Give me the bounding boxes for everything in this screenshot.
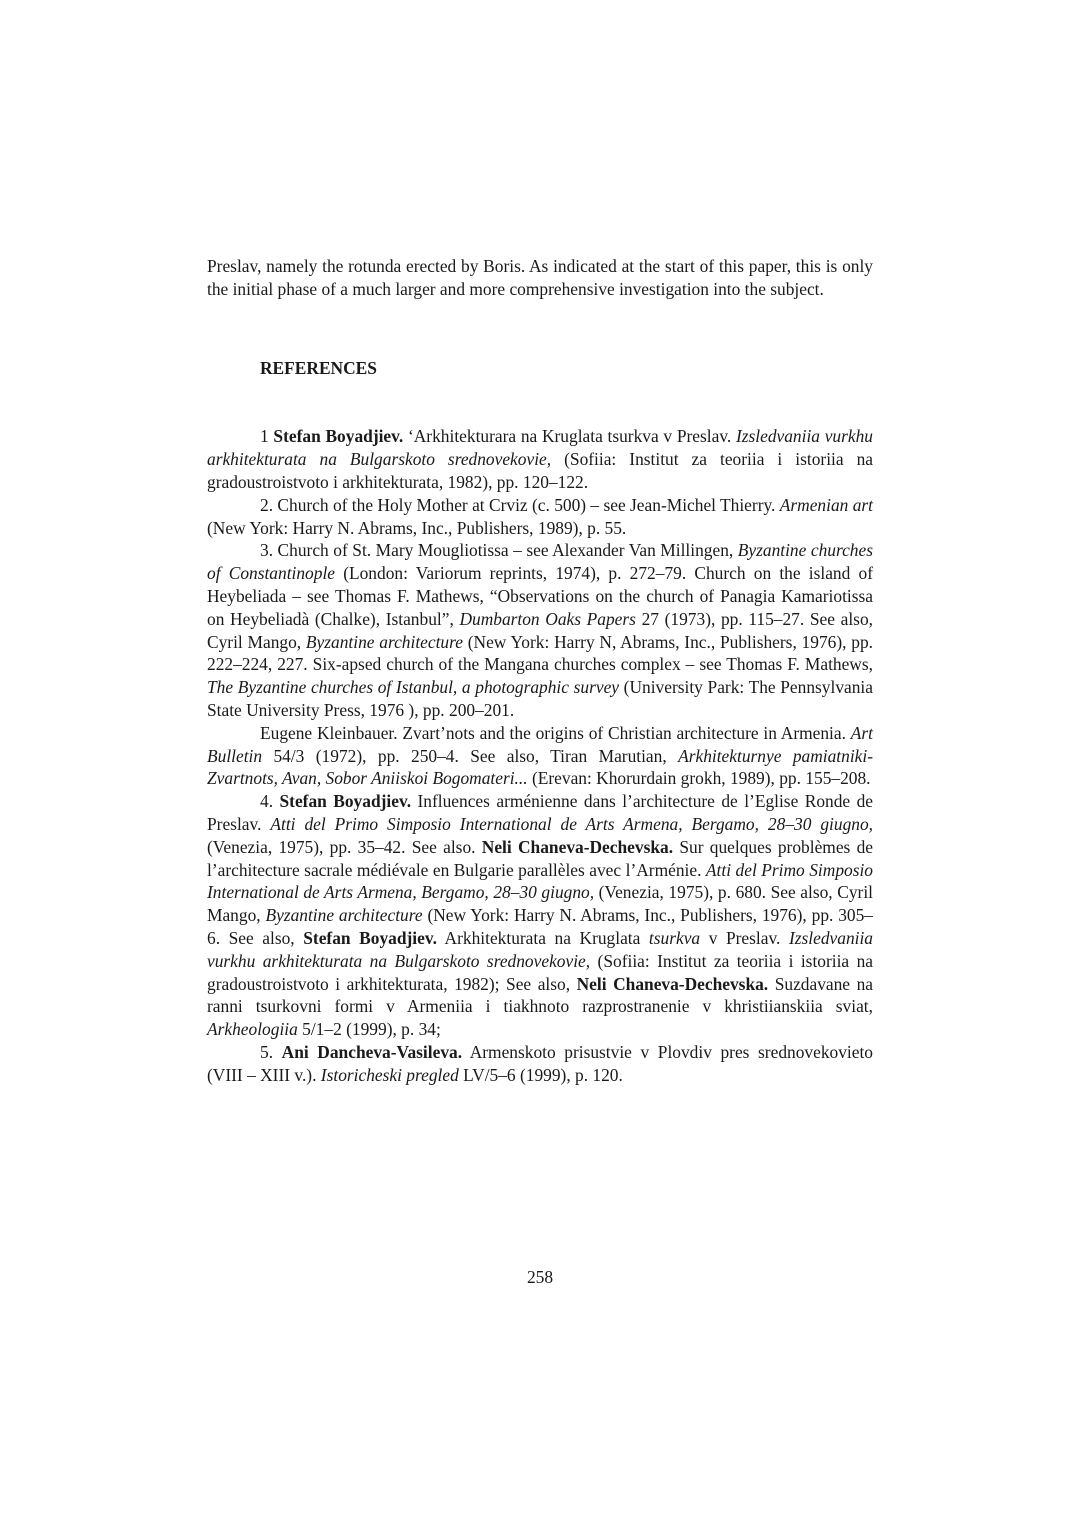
reference-text-run: Atti del Primo Simposio International de Arts Armena, Bergamo, 28–30 giugno, [207,859,874,903]
reference-text-run: (Venezia, 1975), pp. 35–42. See also. [207,836,482,857]
reference-text-run: Neli Chaneva-Dechevska. [481,836,674,857]
reference-text-run: Arkheologiia [207,1019,298,1040]
reference-text-run: Influences arménienne dans l’architecture de l’Eglise Ronde de Preslav. [207,791,873,834]
reference-text-run: Izsledvaniia vurkhu arkhitekturata na Bulgarskoto srednovekovie, [207,426,873,470]
reference-text-run: Dumbarton Oaks Papers [459,608,636,629]
reference-text-run: Neli Chaneva-Dechevska. [576,973,769,994]
reference-text-run: LV/5–6 (1999), p. 120. [458,1064,623,1085]
reference-text-run: (New York: Harry N, Abrams, Inc., Publishers, 1976), pp. 222–224, 227. Six-apsed church of the Mangana churches complex – see Thomas F. Mathews, [207,631,873,675]
reference-text-run: 2. Church of the Holy Mother at Crviz (c. 500) – see Jean-Michel Thierry. [260,494,780,515]
reference-text-run: (Sofiia: Institut za teoriia i istoriia na gradoustroistvoto i arkhitekturata, 1982); See also, [207,950,874,994]
reference-text-run: 3. Church of St. Mary Mougliotissa – see Alexander Van Millingen, [260,540,738,561]
reference-text-run: Stefan Boyadjiev. [303,927,437,948]
reference-entry-1 [207,425,873,493]
reference-text-run: (Sofiia: Institut za teoriia i istoriia na gradoustroistvoto i arkhitekturata, 1982), pp. 120–122. [207,449,873,492]
reference-text-run: Byzantine architecture [265,905,423,926]
reference-entry-3-continued [207,722,873,790]
reference-text-run: 4. [260,791,280,812]
intro-paragraph: Preslav, namely the rotunda erected by Boris. As indicated at the start of this paper, this is only the initial phase of a much larger and more comprehensive investigation into the subject. [207,256,873,299]
reference-entry-3 [207,539,873,721]
reference-text-run: Byzantine architecture [305,631,463,652]
reference-text-run: Arkhitekturata na Kruglata [436,927,649,948]
reference-text-run: Arkhitekturnye pamiatniki-Zvartnots, Avan, Sobor Aniiskoi Bogomateri... [207,745,873,789]
reference-entry-2 [207,494,873,540]
reference-text-run: Armenian art [779,494,874,515]
reference-text-run: Sur quelques problèmes de l’architecture sacrale médiévale en Bulgarie parallèles avec l’Arménie. [207,836,873,880]
reference-text-run: v Preslav. [700,927,789,948]
reference-text-run: 27 (1973), pp. 115–27. See also, Cyril Mango, [207,608,873,652]
reference-text-run: Armenskoto prisustvie v Plovdiv pres srednovekovieto (VIII – XIII v.). [207,1041,873,1085]
reference-text-run: Atti del Primo Simposio International de Arts Armena, Bergamo, 28–30 giugno, [270,813,874,834]
reference-text-run: Stefan Boyadjiev. [279,791,412,812]
page-number: 258 [526,1267,554,1287]
reference-text-run: (New York: Harry N. Abrams, Inc., Publishers, 1989), p. 55. [207,517,627,538]
reference-entry-4 [207,790,873,1041]
references-heading: REFERENCES [260,357,377,378]
reference-text-run: 54/3 (1972), pp. 250–4. See also, Tiran Marutian, [262,745,679,766]
references-list [207,425,873,1086]
reference-text-run: Izsledvaniia vurkhu arkhitekturata na Bulgarskoto srednovekovie, [207,927,873,971]
reference-text-run: Art Bulletin [207,722,873,766]
reference-text-run: Byzantine churches of Constantinople [207,540,873,584]
reference-text-run: Suzdavane na ranni tsurkovni formi v Armeniia i tiakhnoto razprostranenie v khristiianskiia sviat, [207,973,873,1017]
reference-entry-5 [207,1041,873,1087]
reference-text-run: (London: Variorum reprints, 1974), p. 272–79. Church on the island of Heybeliada – see Thomas F. Mathews, “Observations on the church of Panagia Kamariotissa on Heybeliadà (Chalke), Istanbul”, [207,563,873,629]
reference-text-run: 5. [260,1041,282,1062]
reference-text-run: The Byzantine churches of Istanbul, a photographic survey [207,677,620,698]
reference-text-run: (New York: Harry N. Abrams, Inc., Publishers, 1976), pp. 305–6. See also, [207,905,873,948]
reference-text-run: 1 [260,426,274,447]
reference-text-run: 5/1–2 (1999), p. 34; [297,1019,441,1040]
reference-text-run: (Erevan: Khorurdain grokh, 1989), pp. 155–208. [527,768,871,789]
reference-text-run: ‘Arkhitekturara na Kruglata tsurkva v Preslav. [403,426,736,447]
reference-text-run: (Venezia, 1975), p. 680. See also, Cyril Mango, [207,882,873,926]
reference-text-run: Istoricheski pregled [320,1064,459,1085]
reference-text-run: (University Park: The Pennsylvania State University Press, 1976 ), pp. 200–201. [207,677,873,720]
reference-text-run: Stefan Boyadjiev. [273,426,404,447]
reference-text-run: Ani Dancheva-Vasileva. [281,1041,463,1062]
page-content [207,255,873,1087]
reference-text-run: tsurkva [648,927,701,948]
reference-text-run: Eugene Kleinbauer. Zvart’nots and the origins of Christian architecture in Armenia. [260,722,851,743]
